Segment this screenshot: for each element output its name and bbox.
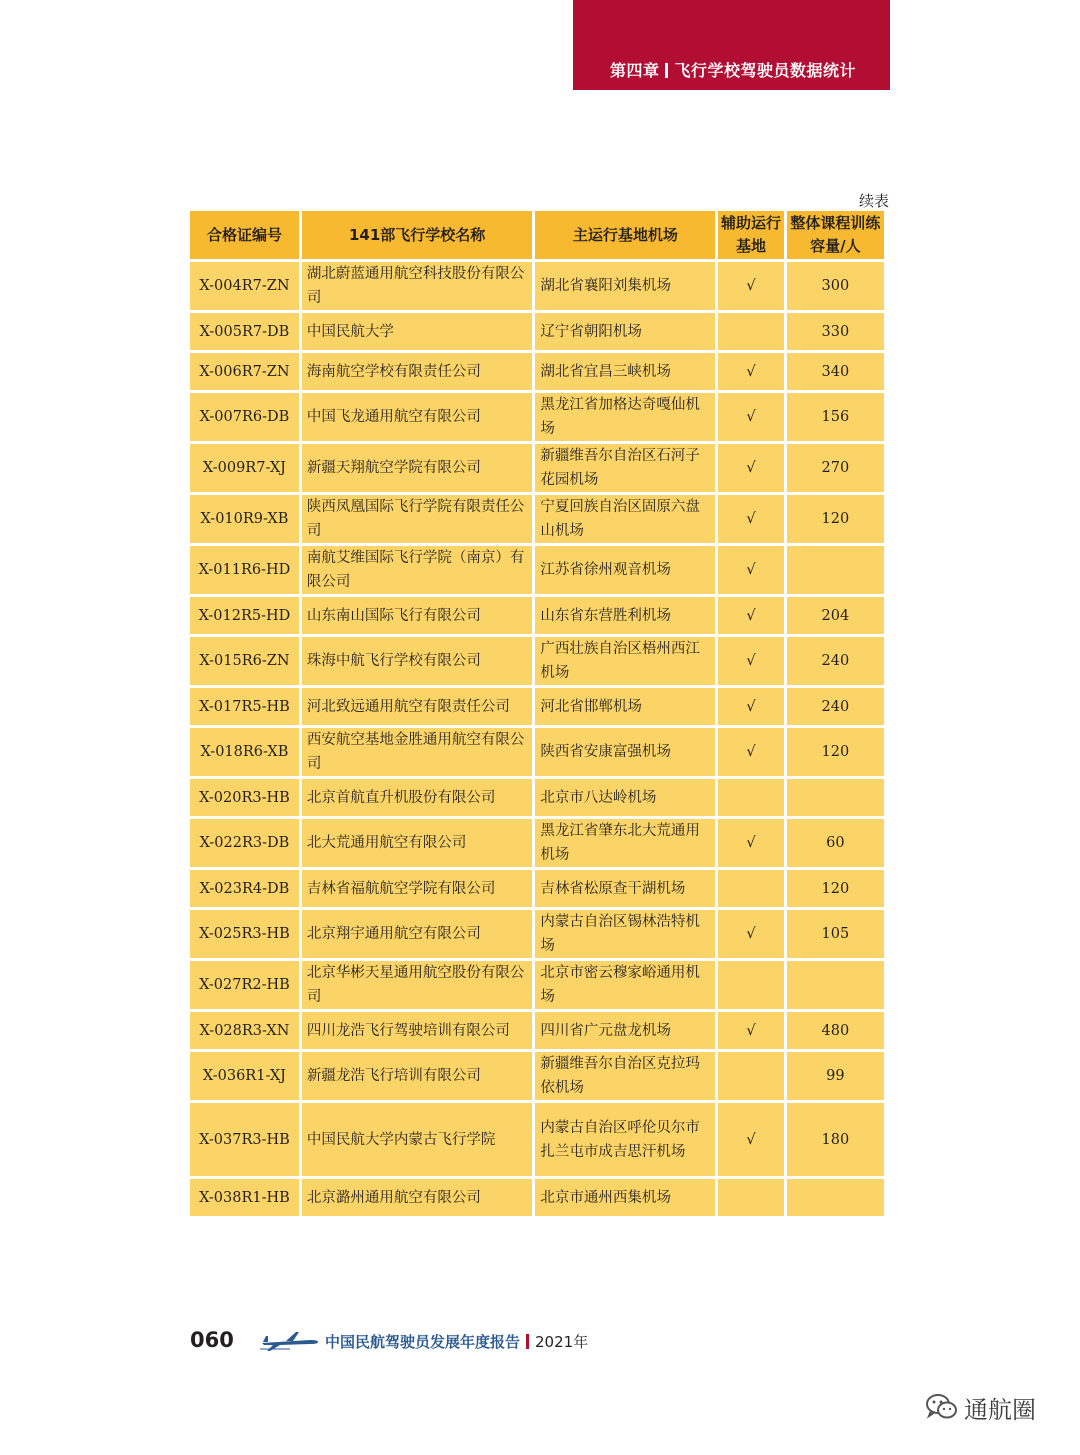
capacity-cell: 120 bbox=[787, 495, 884, 543]
capacity-cell: 330 bbox=[787, 313, 884, 350]
aux-base-cell: √ bbox=[718, 262, 783, 310]
main-base-cell: 内蒙古自治区锡林浩特机场 bbox=[535, 910, 715, 958]
capacity-cell: 480 bbox=[787, 1012, 884, 1049]
flight-school-table bbox=[187, 208, 887, 1219]
table-row bbox=[190, 262, 884, 310]
table-row bbox=[190, 910, 884, 958]
aux-base-cell: √ bbox=[718, 728, 783, 776]
table-row bbox=[190, 779, 884, 816]
school-name-cell: 珠海中航飞行学校有限公司 bbox=[302, 637, 533, 685]
certificate-code-cell: X-027R2-HB bbox=[190, 961, 299, 1009]
table-row bbox=[190, 1103, 884, 1176]
aux-base-cell: √ bbox=[718, 819, 783, 867]
school-name-cell: 中国民航大学 bbox=[302, 313, 533, 350]
certificate-code-cell: X-011R6-HD bbox=[190, 546, 299, 594]
report-title-text: 中国民航驾驶员发展年度报告 bbox=[325, 1333, 521, 1351]
school-name-cell: 河北致远通用航空有限责任公司 bbox=[302, 688, 533, 725]
table-row bbox=[190, 597, 884, 634]
main-base-cell: 北京市八达岭机场 bbox=[535, 779, 715, 816]
table-continued-label: 续表 bbox=[858, 192, 889, 210]
certificate-code-cell: X-009R7-XJ bbox=[190, 444, 299, 492]
capacity-cell: 240 bbox=[787, 637, 884, 685]
table-row bbox=[190, 1179, 884, 1216]
school-name-cell: 吉林省福航航空学院有限公司 bbox=[302, 870, 533, 907]
table-row bbox=[190, 1012, 884, 1049]
school-name-cell: 湖北蔚蓝通用航空科技股份有限公司 bbox=[302, 262, 533, 310]
aux-base-cell: √ bbox=[718, 444, 783, 492]
aux-base-cell bbox=[718, 779, 783, 816]
main-base-cell: 新疆维吾尔自治区克拉玛依机场 bbox=[535, 1052, 715, 1100]
certificate-code-cell: X-015R6-ZN bbox=[190, 637, 299, 685]
main-base-cell: 陕西省安康富强机场 bbox=[535, 728, 715, 776]
aux-base-cell: √ bbox=[718, 688, 783, 725]
main-base-cell: 河北省邯郸机场 bbox=[535, 688, 715, 725]
capacity-cell: 240 bbox=[787, 688, 884, 725]
main-base-cell: 山东省东营胜利机场 bbox=[535, 597, 715, 634]
chapter-section: 飞行学校驾驶员数据统计 bbox=[674, 61, 856, 80]
main-base-cell: 四川省广元盘龙机场 bbox=[535, 1012, 715, 1049]
main-base-cell: 吉林省松原查干湖机场 bbox=[535, 870, 715, 907]
school-name-cell: 北京翔宇通用航空有限公司 bbox=[302, 910, 533, 958]
school-name-cell: 北京潞州通用航空有限公司 bbox=[302, 1179, 533, 1216]
capacity-cell: 340 bbox=[787, 353, 884, 390]
school-name-cell: 新疆龙浩飞行培训有限公司 bbox=[302, 1052, 533, 1100]
main-base-cell: 湖北省襄阳刘集机场 bbox=[535, 262, 715, 310]
column-header-main-base: 主运行基地机场 bbox=[535, 211, 715, 259]
table-row bbox=[190, 637, 884, 685]
school-name-cell: 中国飞龙通用航空有限公司 bbox=[302, 393, 533, 441]
aux-base-cell: √ bbox=[718, 1103, 783, 1176]
table-row bbox=[190, 546, 884, 594]
main-base-cell: 北京市通州西集机场 bbox=[535, 1179, 715, 1216]
column-header-school-name: 141部飞行学校名称 bbox=[302, 211, 533, 259]
aux-base-cell bbox=[718, 1052, 783, 1100]
chapter-separator bbox=[665, 63, 668, 78]
watermark-text: 通航圈 bbox=[964, 1395, 1036, 1424]
school-name-cell: 四川龙浩飞行驾驶培训有限公司 bbox=[302, 1012, 533, 1049]
chapter-title bbox=[610, 58, 856, 81]
aux-base-cell: √ bbox=[718, 353, 783, 390]
main-base-cell: 北京市密云穆家峪通用机场 bbox=[535, 961, 715, 1009]
capacity-cell: 60 bbox=[787, 819, 884, 867]
certificate-code-cell: X-025R3-HB bbox=[190, 910, 299, 958]
aux-base-cell: √ bbox=[718, 910, 783, 958]
certificate-code-cell: X-037R3-HB bbox=[190, 1103, 299, 1176]
school-name-cell: 中国民航大学内蒙古飞行学院 bbox=[302, 1103, 533, 1176]
column-header-capacity: 整体课程训练容量/人 bbox=[787, 211, 884, 259]
school-name-cell: 北京华彬天星通用航空股份有限公司 bbox=[302, 961, 533, 1009]
watermark bbox=[926, 1392, 1036, 1422]
aux-base-cell: √ bbox=[718, 393, 783, 441]
school-name-cell: 陕西凤凰国际飞行学院有限责任公司 bbox=[302, 495, 533, 543]
aux-base-cell bbox=[718, 1179, 783, 1216]
report-title bbox=[325, 1331, 588, 1352]
aux-base-cell bbox=[718, 870, 783, 907]
aux-base-cell: √ bbox=[718, 546, 783, 594]
aux-base-cell: √ bbox=[718, 495, 783, 543]
chapter-header-band bbox=[573, 0, 890, 90]
certificate-code-cell: X-012R5-HD bbox=[190, 597, 299, 634]
school-name-cell: 西安航空基地金胜通用航空有限公司 bbox=[302, 728, 533, 776]
capacity-cell: 300 bbox=[787, 262, 884, 310]
capacity-cell: 270 bbox=[787, 444, 884, 492]
certificate-code-cell: X-022R3-DB bbox=[190, 819, 299, 867]
column-header-certificate: 合格证编号 bbox=[190, 211, 299, 259]
main-base-cell: 宁夏回族自治区固原六盘山机场 bbox=[535, 495, 715, 543]
main-base-cell: 黑龙江省加格达奇嘎仙机场 bbox=[535, 393, 715, 441]
aux-base-cell: √ bbox=[718, 597, 783, 634]
footer-separator bbox=[526, 1334, 529, 1349]
table-row bbox=[190, 1052, 884, 1100]
certificate-code-cell: X-020R3-HB bbox=[190, 779, 299, 816]
aux-base-cell: √ bbox=[718, 637, 783, 685]
capacity-cell: 120 bbox=[787, 870, 884, 907]
school-name-cell: 南航艾维国际飞行学院（南京）有限公司 bbox=[302, 546, 533, 594]
main-base-cell: 辽宁省朝阳机场 bbox=[535, 313, 715, 350]
certificate-code-cell: X-023R4-DB bbox=[190, 870, 299, 907]
certificate-code-cell: X-005R7-DB bbox=[190, 313, 299, 350]
certificate-code-cell: X-017R5-HB bbox=[190, 688, 299, 725]
table-row bbox=[190, 444, 884, 492]
certificate-code-cell: X-006R7-ZN bbox=[190, 353, 299, 390]
table-row bbox=[190, 819, 884, 867]
table-row bbox=[190, 353, 884, 390]
column-header-aux-base: 辅助运行基地 bbox=[718, 211, 783, 259]
school-name-cell: 北大荒通用航空有限公司 bbox=[302, 819, 533, 867]
certificate-code-cell: X-004R7-ZN bbox=[190, 262, 299, 310]
certificate-code-cell: X-010R9-XB bbox=[190, 495, 299, 543]
certificate-code-cell: X-036R1-XJ bbox=[190, 1052, 299, 1100]
capacity-cell bbox=[787, 1179, 884, 1216]
capacity-cell: 156 bbox=[787, 393, 884, 441]
capacity-cell: 180 bbox=[787, 1103, 884, 1176]
capacity-cell bbox=[787, 961, 884, 1009]
main-base-cell: 黑龙江省肇东北大荒通用机场 bbox=[535, 819, 715, 867]
capacity-cell bbox=[787, 779, 884, 816]
capacity-cell: 204 bbox=[787, 597, 884, 634]
certificate-code-cell: X-028R3-XN bbox=[190, 1012, 299, 1049]
main-base-cell: 新疆维吾尔自治区石河子花园机场 bbox=[535, 444, 715, 492]
certificate-code-cell: X-007R6-DB bbox=[190, 393, 299, 441]
school-name-cell: 海南航空学校有限责任公司 bbox=[302, 353, 533, 390]
table-header-row bbox=[190, 211, 884, 259]
table-body bbox=[190, 262, 884, 1216]
main-base-cell: 江苏省徐州观音机场 bbox=[535, 546, 715, 594]
table-row bbox=[190, 393, 884, 441]
chapter-number: 第四章 bbox=[609, 61, 660, 80]
capacity-cell bbox=[787, 546, 884, 594]
table-row bbox=[190, 495, 884, 543]
aux-base-cell: √ bbox=[718, 1012, 783, 1049]
aux-base-cell bbox=[718, 313, 783, 350]
certificate-code-cell: X-038R1-HB bbox=[190, 1179, 299, 1216]
main-base-cell: 广西壮族自治区梧州西江机场 bbox=[535, 637, 715, 685]
table-row bbox=[190, 313, 884, 350]
wechat-icon bbox=[926, 1394, 958, 1420]
school-name-cell: 新疆天翔航空学院有限公司 bbox=[302, 444, 533, 492]
main-base-cell: 湖北省宜昌三峡机场 bbox=[535, 353, 715, 390]
school-name-cell: 北京首航直升机股份有限公司 bbox=[302, 779, 533, 816]
capacity-cell: 99 bbox=[787, 1052, 884, 1100]
table-row bbox=[190, 688, 884, 725]
certificate-code-cell: X-018R6-XB bbox=[190, 728, 299, 776]
main-base-cell: 内蒙古自治区呼伦贝尔市扎兰屯市成吉思汗机场 bbox=[535, 1103, 715, 1176]
page-footer bbox=[190, 1328, 690, 1356]
report-year: 2021年 bbox=[535, 1333, 589, 1351]
capacity-cell: 105 bbox=[787, 910, 884, 958]
school-name-cell: 山东南山国际飞行有限公司 bbox=[302, 597, 533, 634]
capacity-cell: 120 bbox=[787, 728, 884, 776]
table-row bbox=[190, 870, 884, 907]
table-row bbox=[190, 961, 884, 1009]
table-row bbox=[190, 728, 884, 776]
page-number: 060 bbox=[190, 1328, 234, 1352]
aux-base-cell bbox=[718, 961, 783, 1009]
airplane-icon bbox=[260, 1330, 320, 1352]
